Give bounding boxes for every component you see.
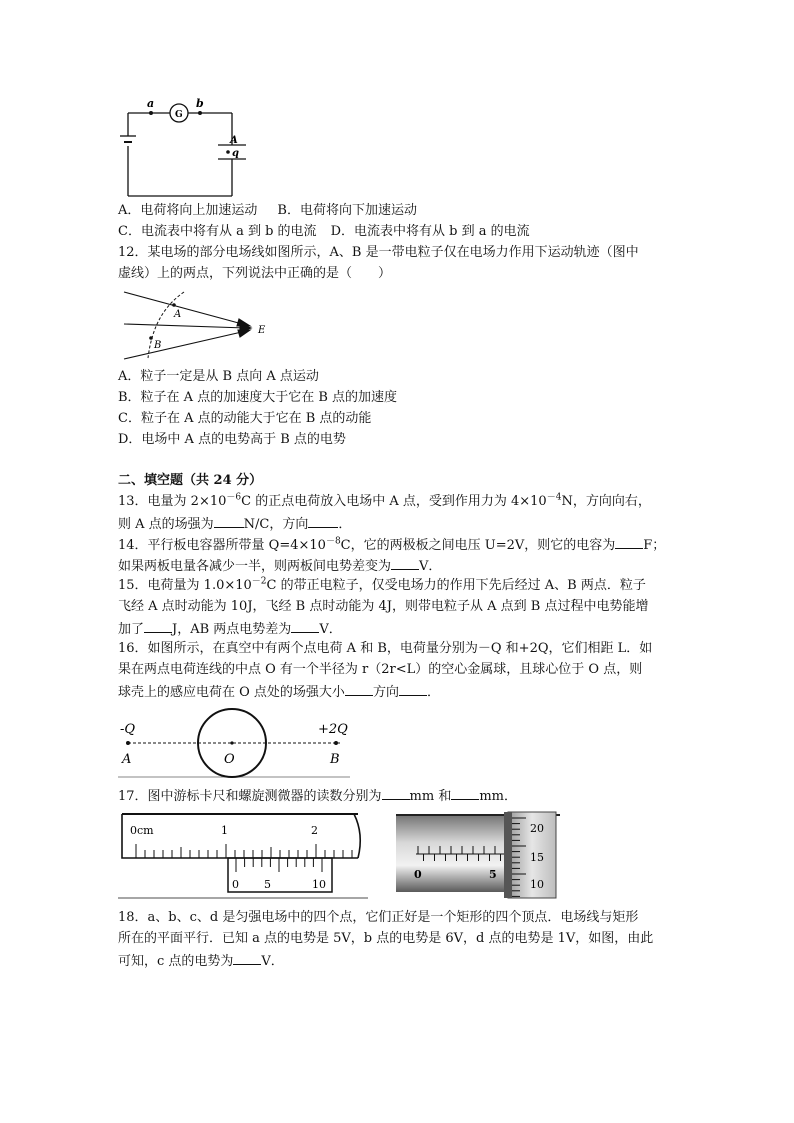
q13-text: N/C，方向: [243, 517, 309, 532]
exponent: －4: [546, 492, 562, 503]
q14-text: C，它的两极板之间电压 U=2V，则它的电容为: [340, 538, 616, 553]
q13-line1: [118, 492, 678, 512]
q13-text: 13．电量为 2×10: [118, 494, 227, 509]
thimble-10-label: 10: [530, 878, 544, 891]
q15-text: 加了: [118, 622, 145, 637]
answer-blank[interactable]: [391, 555, 419, 570]
q18-text: V．: [261, 954, 284, 969]
thimble-20-label: 20: [530, 822, 544, 835]
q14-line1: [118, 534, 678, 556]
point-a-label: A: [122, 752, 132, 767]
q12-stem-line1: 12．某电场的部分电场线如图所示，A、B 是一带电粒子仅在电场力作用下运动轨迹（图中: [118, 245, 639, 260]
sleeve-5-label: 5: [489, 868, 497, 881]
q15-text: C 的带正电粒子，仅受电场力的作用下先后经过 A、B 两点．粒子: [266, 578, 646, 593]
q18-text: 可知，c 点的电势为: [118, 954, 234, 969]
q13-text: ．: [338, 517, 352, 532]
vernier-10-label: 10: [312, 878, 326, 891]
q13-line2: [118, 513, 678, 535]
answer-blank[interactable]: [345, 681, 373, 696]
q14-text: 14．平行板电容器所带量 Q=4×10: [118, 538, 326, 553]
plate-a-label: A: [230, 135, 238, 146]
exponent: －6: [226, 492, 242, 503]
negative-charge-label: -Q: [120, 722, 136, 737]
vernier-5-label: 5: [264, 878, 271, 891]
thimble-15-label: 15: [530, 851, 544, 864]
q15-line3: [118, 618, 678, 640]
q14-line2: [118, 555, 678, 577]
q18-line2: 所在的平面平行．已知 a 点的电势是 5V，b 点的电势是 6V，d 点的电势是 1V，如图，由此: [118, 931, 654, 946]
point-a-label: A: [174, 309, 182, 320]
answer-blank[interactable]: [291, 618, 319, 633]
q15-text: 15．电荷量为 1.0×10: [118, 578, 252, 593]
q14-text: 如果两板电量各减少一半，则两板间电势差变为: [118, 559, 392, 574]
scale-2-label: 2: [311, 824, 318, 837]
q17-text: mm 和: [409, 789, 452, 804]
answer-blank[interactable]: [214, 513, 244, 528]
field-e-label: E: [258, 325, 266, 336]
q14-text: F；: [643, 538, 666, 553]
scale-1-label: 1: [221, 824, 228, 837]
answer-blank[interactable]: [308, 513, 338, 528]
answer-blank[interactable]: [382, 785, 410, 800]
q11-option-c: C．电流表中将有从 a 到 b 的电流: [118, 224, 317, 239]
q15-text: J，AB 两点电势差为: [172, 622, 292, 637]
q12-option-b: B．粒子在 A 点的加速度大于它在 B 点的加速度: [118, 390, 398, 405]
charge-q-label: q: [232, 148, 239, 159]
q13-text: N，方向向右，: [561, 494, 651, 509]
q16-line1: 16．如图所示，在真空中有两个点电荷 A 和 B，电荷量分别为－Q 和+2Q，它们相距 L．如: [118, 641, 653, 656]
vernier-caliper: [118, 810, 368, 902]
q16-line2: 果在两点电荷连线的中点 O 有一个半径为 r（2r<L）的空心金属球，且球心位于 O 点，则: [118, 662, 643, 677]
section-title: 二、填空题（共 24 分）: [118, 473, 263, 488]
q13-text: C 的正点电荷放入电场中 A 点，受到作用力为 4×10: [241, 494, 547, 509]
positive-charge-label: +2Q: [318, 722, 348, 737]
point-o-label: O: [224, 752, 235, 767]
q12-option-d: D．电场中 A 点的电势高于 B 点的电势: [118, 432, 346, 447]
point-b-label: B: [330, 752, 340, 767]
field-lines-diagram: [118, 286, 278, 362]
galvanometer-label: G: [175, 110, 183, 120]
q12-option-c: C．粒子在 A 点的动能大于它在 B 点的动能: [118, 411, 372, 426]
q18-line1: 18．a、b、c、d 是匀强电场中的四个点，它们正好是一个矩形的四个顶点．电场线与矩形: [118, 910, 639, 925]
point-b-label: B: [154, 340, 162, 351]
q15-text: V．: [319, 622, 342, 637]
q12-option-a: A．粒子一定是从 B 点向 A 点运动: [118, 369, 319, 384]
q17-text: 17．图中游标卡尺和螺旋测微器的读数分别为: [118, 789, 382, 804]
q16-line3: [118, 681, 678, 703]
exponent: －2: [251, 576, 267, 587]
micrometer: [396, 810, 560, 900]
answer-blank[interactable]: [451, 785, 479, 800]
q11-option-d: D．电流表中将有从 b 到 a 的电流: [330, 224, 530, 239]
answer-blank[interactable]: [615, 534, 643, 549]
q18-line3: [118, 950, 678, 972]
q15-line1: [118, 576, 678, 596]
q13-text: 则 A 点的场强为: [118, 517, 214, 532]
point-b-label: b: [196, 97, 204, 110]
sphere-diagram: [118, 706, 350, 778]
q16-text: ．: [426, 685, 440, 700]
answer-blank[interactable]: [233, 950, 261, 965]
q16-text: 方向: [372, 685, 399, 700]
circuit-diagram: [118, 96, 248, 200]
unit-label: 0cm: [130, 824, 154, 837]
point-a-label: a: [147, 97, 155, 110]
q11-options-ab: [118, 201, 678, 221]
q15-line2: 飞经 A 点时动能为 10J，飞经 B 点时动能为 4J，则带电粒子从 A 点到 B 点过程中电势能增: [118, 599, 649, 614]
q17-line1: [118, 785, 678, 807]
q17-text: mm．: [479, 789, 517, 804]
q14-text: V．: [419, 559, 442, 574]
q11-option-b: B．电荷将向下加速运动: [277, 203, 417, 218]
exponent: －8: [325, 536, 341, 547]
q16-text: 球壳上的感应电荷在 O 点处的场强大小: [118, 685, 345, 700]
answer-blank[interactable]: [399, 681, 427, 696]
q12-stem-line2: 虚线）上的两点，下列说法中正确的是（ ）: [118, 266, 392, 281]
q11-option-a: A．电荷将向上加速运动: [118, 203, 258, 218]
answer-blank[interactable]: [144, 618, 172, 633]
q11-options-cd: [118, 222, 678, 242]
vernier-0-label: 0: [232, 878, 239, 891]
sleeve-0-label: 0: [414, 868, 422, 881]
